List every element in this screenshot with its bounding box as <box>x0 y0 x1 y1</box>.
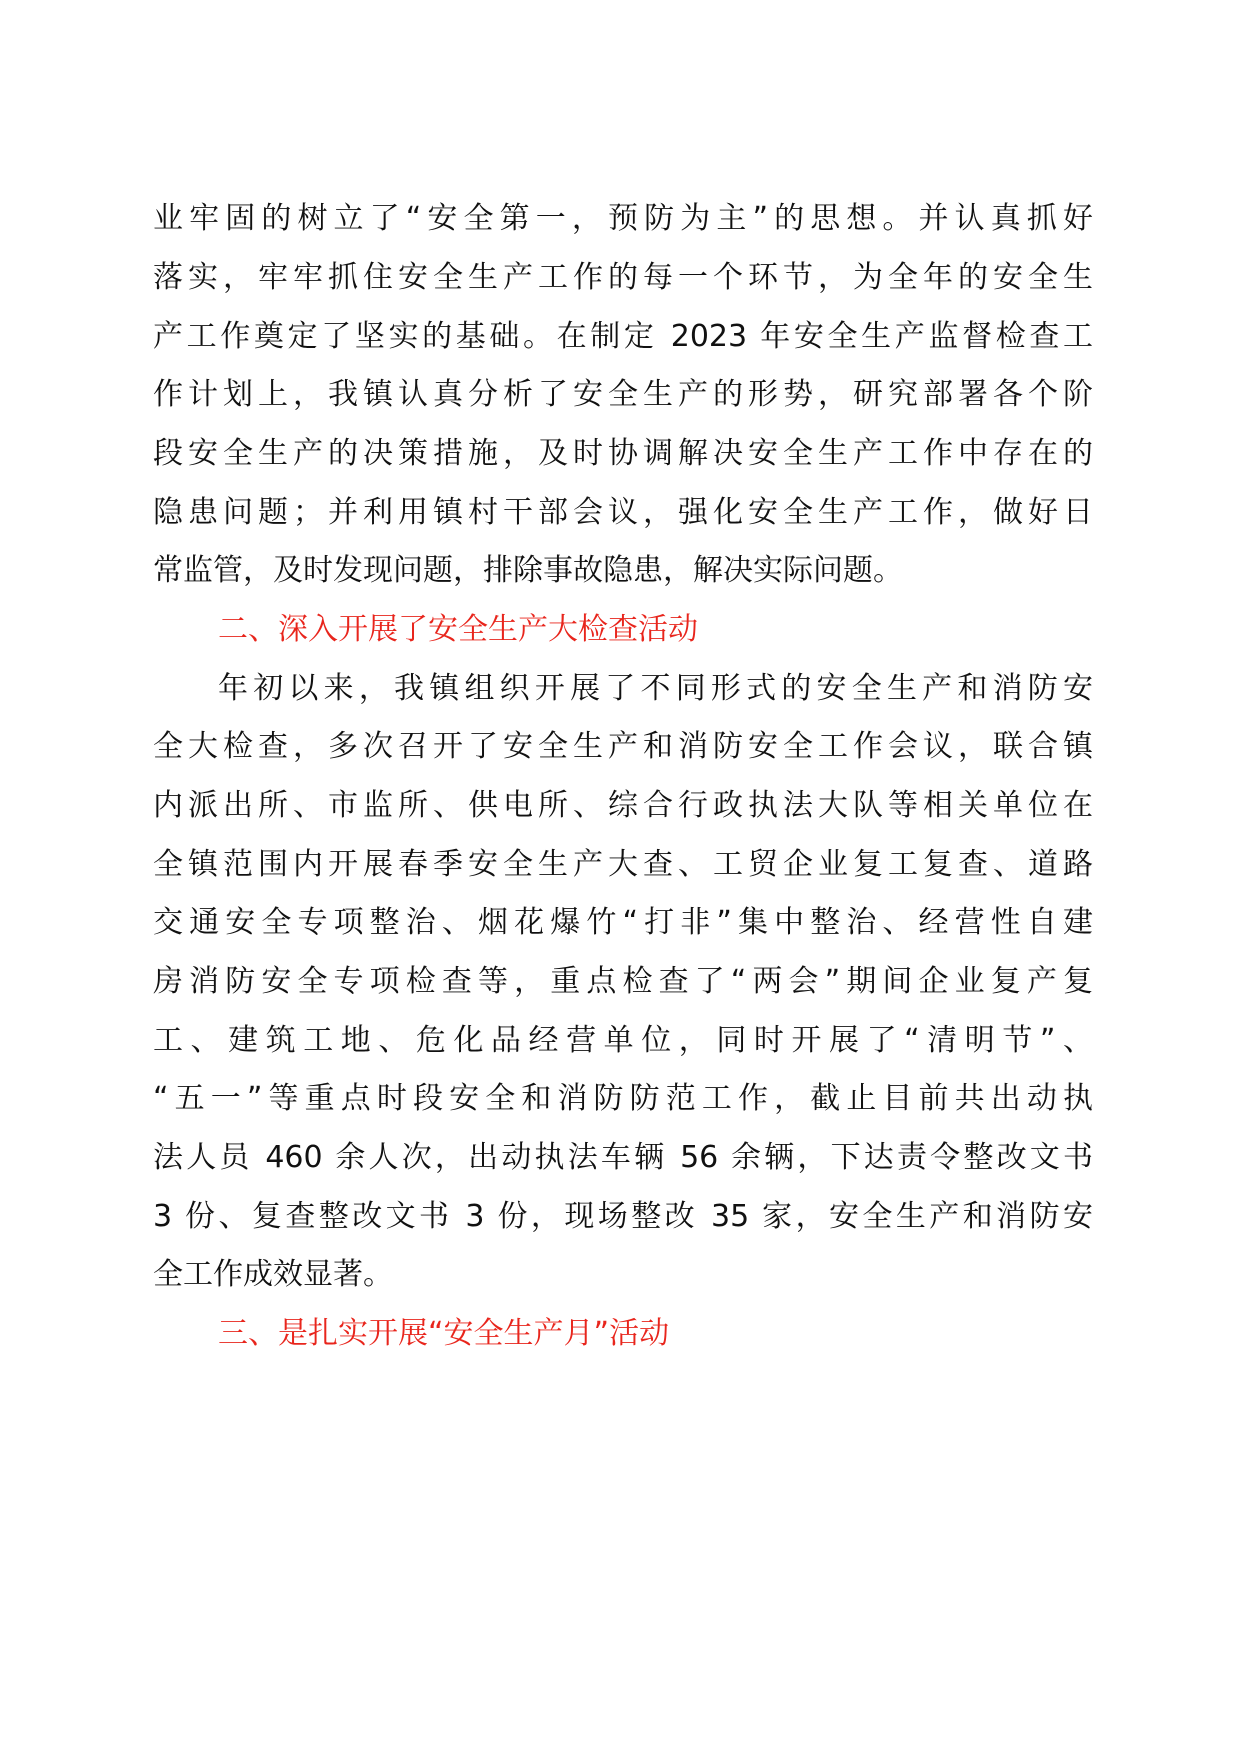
section-heading: 二、深入开展了安全生产大检查活动 <box>218 612 698 647</box>
paragraph-line: 年初以来，我镇组织开展了不同形式的安全生产和消防安 <box>218 671 1093 706</box>
section-heading: 三、是扎实开展“安全生产月”活动 <box>218 1316 670 1351</box>
paragraph-line: 产工作奠定了坚实的基础。在制定 2023 年安全生产监督检查工 <box>153 319 1093 354</box>
paragraph-line: 隐患问题；并利用镇村干部会议，强化安全生产工作，做好日 <box>153 495 1093 530</box>
paragraph-line: 业牢固的树立了“安全第一，预防为主”的思想。并认真抓好 <box>153 201 1093 236</box>
paragraph-line: 全工作成效显著。 <box>153 1257 393 1292</box>
paragraph-line: 内派出所、市监所、供电所、综合行政执法大队等相关单位在 <box>153 788 1093 823</box>
paragraph-line: 落实，牢牢抓住安全生产工作的每一个环节，为全年的安全生 <box>153 260 1093 295</box>
paragraph-line: 全镇范围内开展春季安全生产大查、工贸企业复工复查、道路 <box>153 847 1093 882</box>
paragraph-line: 房消防安全专项检查等，重点检查了“两会”期间企业复产复 <box>153 964 1093 999</box>
paragraph-line: 全大检查，多次召开了安全生产和消防安全工作会议，联合镇 <box>153 729 1093 764</box>
paragraph-line: 常监管，及时发现问题，排除事故隐患，解决实际问题。 <box>153 553 903 588</box>
paragraph-line: 3 份、复查整改文书 3 份，现场整改 35 家，安全生产和消防安 <box>153 1199 1093 1234</box>
paragraph-line: 交通安全专项整治、烟花爆竹“打非”集中整治、经营性自建 <box>153 905 1093 940</box>
paragraph-line: 法人员 460 余人次，出动执法车辆 56 余辆，下达责令整改文书 <box>153 1140 1093 1175</box>
paragraph-line: 作计划上，我镇认真分析了安全生产的形势，研究部署各个阶 <box>153 377 1093 412</box>
paragraph-line: 段安全生产的决策措施，及时协调解决安全生产工作中存在的 <box>153 436 1093 471</box>
paragraph-line: “五一”等重点时段安全和消防防范工作，截止目前共出动执 <box>153 1081 1093 1116</box>
paragraph-line: 工、建筑工地、危化品经营单位，同时开展了“清明节”、 <box>153 1023 1093 1058</box>
